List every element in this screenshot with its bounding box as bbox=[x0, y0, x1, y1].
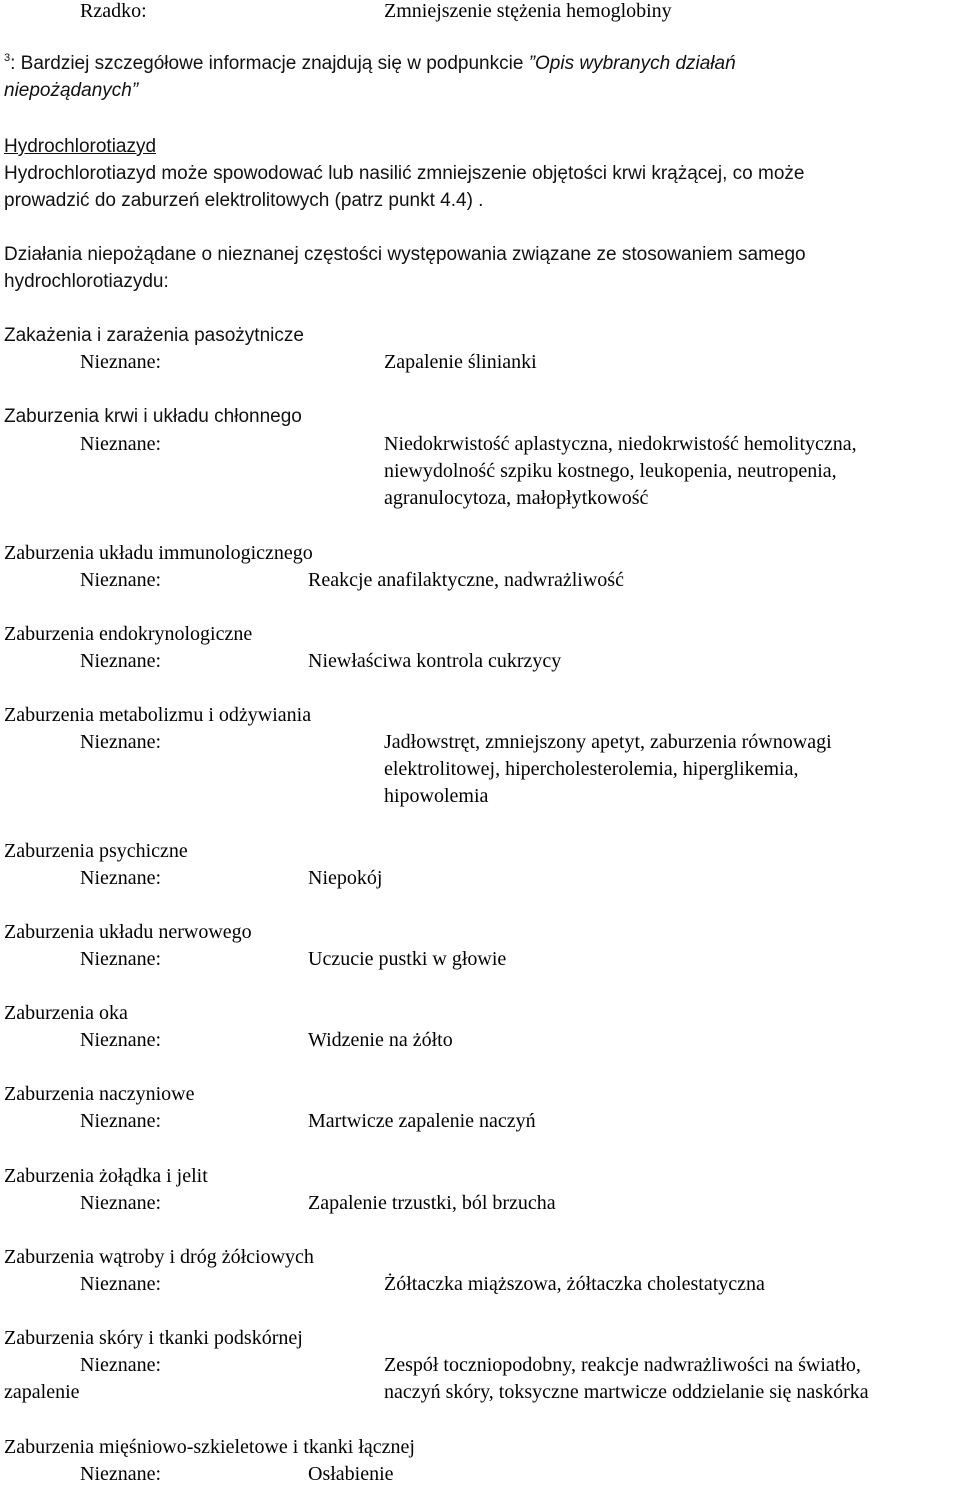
paragraph-line: Hydrochlorotiazyd może spowodować lub nasilić zmniejszenie objętości krwi krążącej, co może bbox=[4, 163, 805, 184]
intro-line: Działania niepożądane o nieznanej częstości występowania związane ze stosowaniem samego bbox=[4, 244, 806, 265]
group-heading: Zaburzenia psychiczne bbox=[4, 840, 188, 862]
effect-text: Widzenie na żółto bbox=[308, 1029, 453, 1051]
frequency-label: Nieznane: bbox=[80, 650, 162, 672]
frequency-label: Nieznane: bbox=[80, 1354, 162, 1376]
footnote-italic-continuation: niepożądanych” bbox=[4, 80, 139, 101]
effect-text: Martwicze zapalenie naczyń bbox=[308, 1110, 536, 1132]
effect-text: Osłabienie bbox=[308, 1463, 394, 1485]
frequency-label: Nieznane: bbox=[80, 1029, 162, 1051]
frequency-label: Nieznane: bbox=[80, 948, 162, 970]
intro-line: hydrochlorotiazydu: bbox=[4, 271, 169, 292]
effect-text: elektrolitowej, hipercholesterolemia, hiperglikemia, bbox=[384, 758, 799, 780]
effect-text: niewydolność szpiku kostnego, leukopenia, neutropenia, bbox=[384, 460, 837, 482]
group-heading: Zaburzenia endokrynologiczne bbox=[4, 623, 253, 645]
paragraph-line: prowadzić do zaburzeń elektrolitowych (patrz punkt 4.4) . bbox=[4, 190, 484, 211]
group-heading: Zakażenia i zarażenia pasożytnicze bbox=[4, 325, 304, 346]
group-heading: Zaburzenia żołądka i jelit bbox=[4, 1165, 208, 1187]
group-heading: Zaburzenia krwi i układu chłonnego bbox=[4, 406, 302, 427]
frequency-label: Nieznane: bbox=[80, 867, 162, 889]
footnote bbox=[4, 50, 736, 77]
frequency-label: Nieznane: bbox=[80, 1463, 162, 1485]
effect-text: naczyń skóry, toksyczne martwicze oddzielanie się naskórka bbox=[384, 1381, 869, 1403]
effect-text: Zapalenie trzustki, ból brzucha bbox=[308, 1192, 556, 1214]
group-heading: Zaburzenia wątroby i dróg żółciowych bbox=[4, 1246, 314, 1268]
frequency-label: Nieznane: bbox=[80, 433, 162, 455]
group-heading: Zaburzenia oka bbox=[4, 1002, 128, 1024]
group-heading: Zaburzenia mięśniowo-szkieletowe i tkanki łącznej bbox=[4, 1436, 415, 1458]
group-heading: Zaburzenia układu nerwowego bbox=[4, 921, 252, 943]
footnote-text: : Bardziej szczegółowe informacje znajdują się w podpunkcie bbox=[10, 53, 529, 74]
effect-text: Niedokrwistość aplastyczna, niedokrwistość hemolityczna, bbox=[384, 433, 857, 455]
effect-text: Niepokój bbox=[308, 867, 383, 889]
effect-text: Zmniejszenie stężenia hemoglobiny bbox=[384, 0, 672, 22]
frequency-label: Nieznane: bbox=[80, 1110, 162, 1132]
group-heading: Zaburzenia metabolizmu i odżywiania bbox=[4, 704, 312, 726]
footnote-marker: 3 bbox=[4, 52, 11, 64]
frequency-label: Nieznane: bbox=[80, 731, 162, 753]
effect-text: Jadłowstręt, zmniejszony apetyt, zaburzenia równowagi bbox=[384, 731, 832, 753]
frequency-label: Nieznane: bbox=[80, 351, 162, 373]
frequency-label: Nieznane: bbox=[80, 569, 162, 591]
frequency-label: Nieznane: bbox=[80, 1273, 162, 1295]
frequency-label-rare: Rzadko: bbox=[80, 0, 147, 22]
effect-text: Żółtaczka miąższowa, żółtaczka cholestatyczna bbox=[384, 1273, 765, 1295]
section-title: Hydrochlorotiazyd bbox=[4, 136, 157, 157]
effect-text: Niewłaściwa kontrola cukrzycy bbox=[308, 650, 562, 672]
group-heading: Zaburzenia skóry i tkanki podskórnej bbox=[4, 1327, 303, 1349]
effect-text: Reakcje anafilaktyczne, nadwrażliwość bbox=[308, 569, 624, 591]
footnote-italic-text: ”Opis wybranych działań bbox=[528, 53, 736, 74]
group-heading: Zaburzenia układu immunologicznego bbox=[4, 542, 313, 564]
effect-text: hipowolemia bbox=[384, 785, 489, 807]
group-heading: Zaburzenia naczyniowe bbox=[4, 1083, 195, 1105]
frequency-label: Nieznane: bbox=[80, 1192, 162, 1214]
effect-text: Zapalenie ślinianki bbox=[384, 351, 537, 373]
effect-text: Uczucie pustki w głowie bbox=[308, 948, 507, 970]
effect-text: agranulocytoza, małopłytkowość bbox=[384, 487, 649, 509]
effect-text-wrap: zapalenie bbox=[4, 1381, 80, 1403]
effect-text: Zespół toczniopodobny, reakcje nadwrażliwości na światło, bbox=[384, 1354, 861, 1376]
